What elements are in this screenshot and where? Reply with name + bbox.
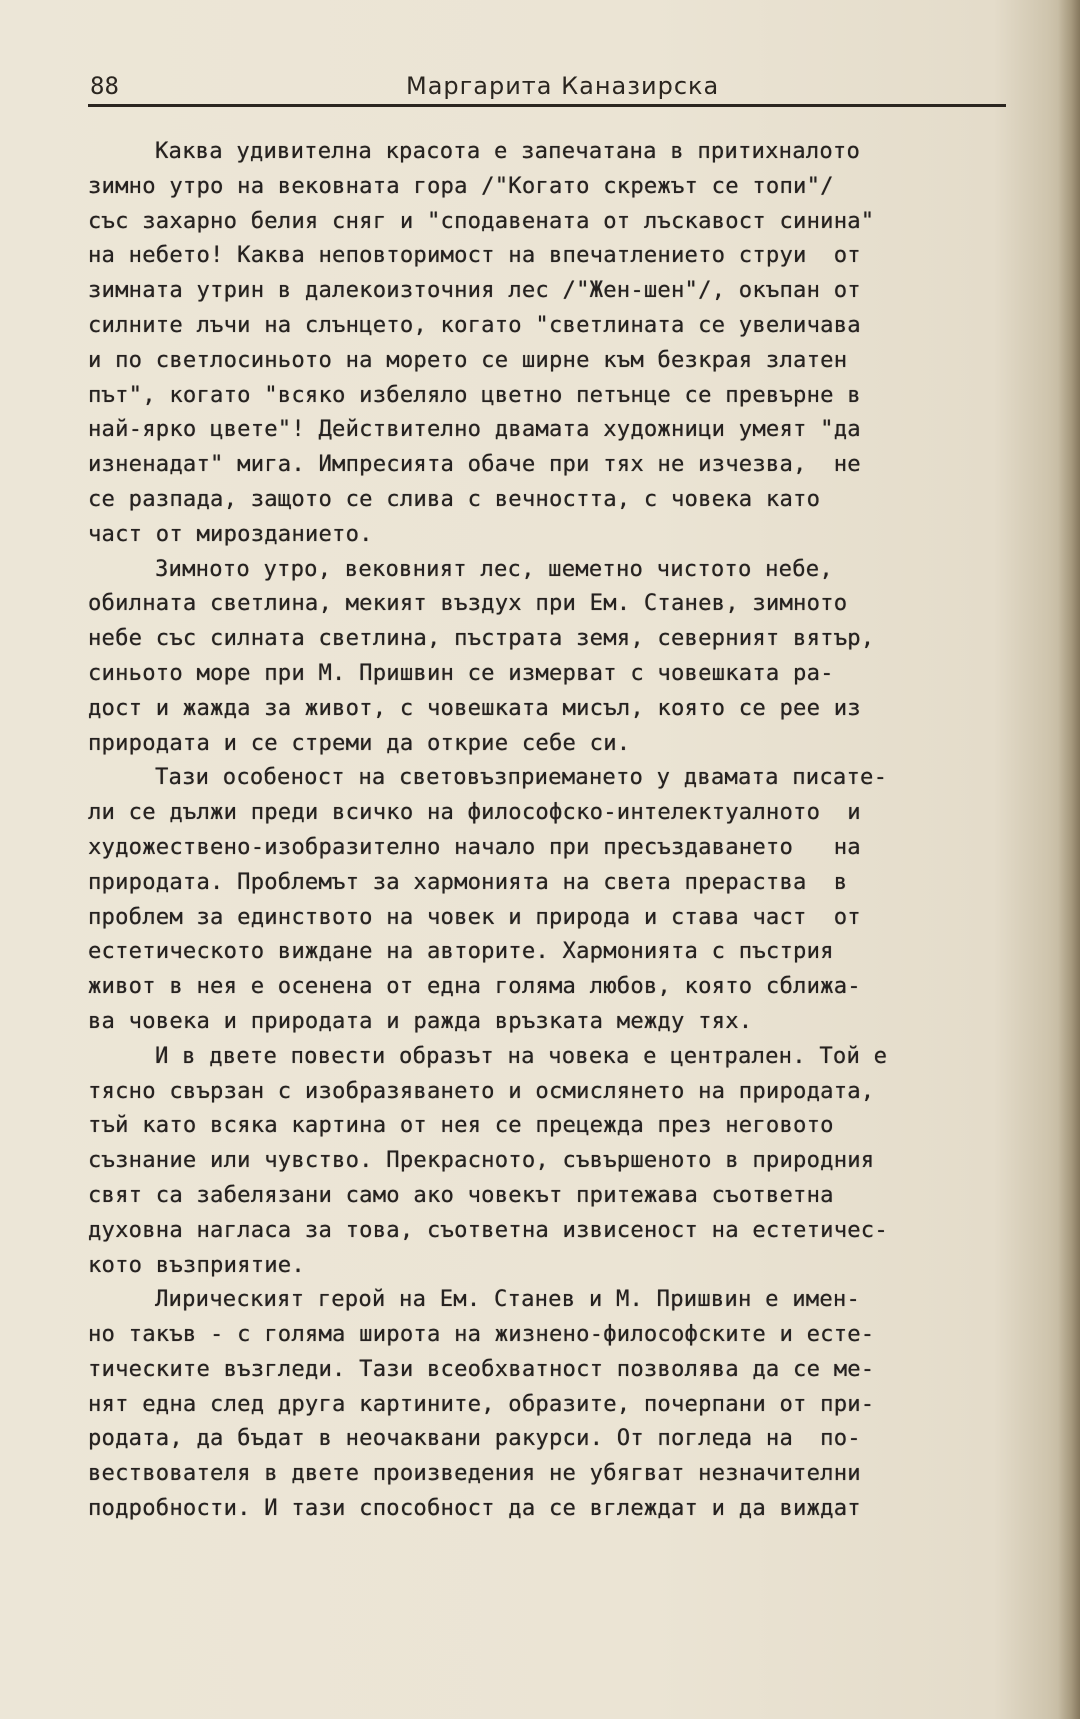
paragraph <box>88 134 1018 552</box>
text-line: изненадат" мига. Импресията обаче при тях не изчезва, не <box>88 451 861 478</box>
page-number: 88 <box>90 72 119 100</box>
text-line: природата. Проблемът за хармонията на света прераства в <box>88 868 848 895</box>
text-line: ли се дължи преди всичко на философско-интелектуалното и <box>88 799 861 826</box>
text-line: И в двете повести образът на човека е централен. Той е <box>155 1042 888 1069</box>
text-line: обилната светлина, мекият въздух при Ем. Станев, зимното <box>88 590 848 617</box>
text-line: естетическото виждане на авторите. Хармонията с пъстрия <box>88 938 834 965</box>
text-line: Каква удивителна красота е запечатана в притихналото <box>155 138 861 164</box>
running-title: Маргарита Каназирска <box>406 72 720 100</box>
text-line: се разпада, защото се слива с вечността, с човека като <box>88 485 821 512</box>
text-line: ва човека и природата и ражда връзката между тях. <box>88 1007 753 1034</box>
text-line: съзнание или чувство. Прекрасното, съвършеното в природния <box>88 1147 875 1174</box>
text-line: със захарно белия сняг и "сподавената от лъскавост синина" <box>88 207 875 234</box>
paragraph <box>88 1039 1018 1283</box>
text-line: но такъв - с голяма широта на жизнено-философските и есте- <box>88 1321 875 1348</box>
text-line: синьото море при М. Пришвин се измерват с човешката ра- <box>88 659 834 686</box>
text-line: зимната утрин в далекоизточния лес /"Жен-шен"/, окъпан от <box>88 277 861 304</box>
paragraph <box>88 1282 1018 1526</box>
text-line: път", когато "всяко избеляло цветно петънце се превърне в <box>88 381 861 408</box>
text-line: Тази особеност на световъзприемането у двамата писате- <box>155 764 888 791</box>
text-line: свят са забелязани само ако човекът притежава съответна <box>88 1181 834 1208</box>
page-edge-shadow <box>1058 0 1080 1719</box>
body-text <box>88 134 1018 1526</box>
text-line: кото възприятие. <box>88 1251 305 1278</box>
text-line: силните лъчи на слънцето, когато "светлината се увеличава <box>88 311 861 338</box>
paragraph <box>88 760 1018 1038</box>
text-line: тическите възгледи. Тази всеобхватност позволява да се ме- <box>88 1355 875 1382</box>
text-line: Зимното утро, вековният лес, шеметно чистото небе, <box>155 555 833 582</box>
text-line: небе със силната светлина, пъстрата земя, северният вятър, <box>88 625 875 652</box>
text-line: Лирическият герой на Ем. Станев и М. Пришвин е имен- <box>155 1286 861 1313</box>
text-line: тъй като всяка картина от нея се прецежда през неговото <box>88 1112 834 1139</box>
text-line: духовна нагласа за това, съответна извисеност на естетичес- <box>88 1216 888 1243</box>
text-line: на небето! Каква неповторимост на впечатлението струи от <box>88 242 861 269</box>
page-header <box>88 68 1006 107</box>
text-line: живот в нея е осенена от една голяма любов, която сближа- <box>88 973 861 1000</box>
text-line: дост и жажда за живот, с човешката мисъл, която се рее из <box>88 694 861 721</box>
paragraph <box>88 552 1018 761</box>
text-line: зимно утро на вековната гора /"Когато скрежът се топи"/ <box>88 172 834 199</box>
text-line: и по светлосиньото на морето се ширне към безкрая златен <box>88 346 848 373</box>
text-line: художествено-изобразително начало при пресъздаването на <box>88 833 861 860</box>
text-line: природата и се стреми да открие себе си. <box>88 729 631 756</box>
text-line: част от мирозданието. <box>88 520 373 547</box>
text-line: проблем за единството на човек и природа и става част от <box>88 903 861 930</box>
text-line: тясно свързан с изобразяването и осмислянето на природата, <box>88 1077 875 1104</box>
text-line: вествователя в двете произведения не убягват незначителни <box>88 1460 861 1487</box>
text-line: подробности. И тази способност да се вглеждат и да виждат <box>88 1495 861 1522</box>
text-line: родата, да бъдат в неочаквани ракурси. От погледа на по- <box>88 1425 861 1452</box>
text-line: най-ярко цвете"! Действително двамата художници умеят "да <box>88 416 861 443</box>
text-line: нят една след друга картините, образите, почерпани от при- <box>88 1390 875 1417</box>
